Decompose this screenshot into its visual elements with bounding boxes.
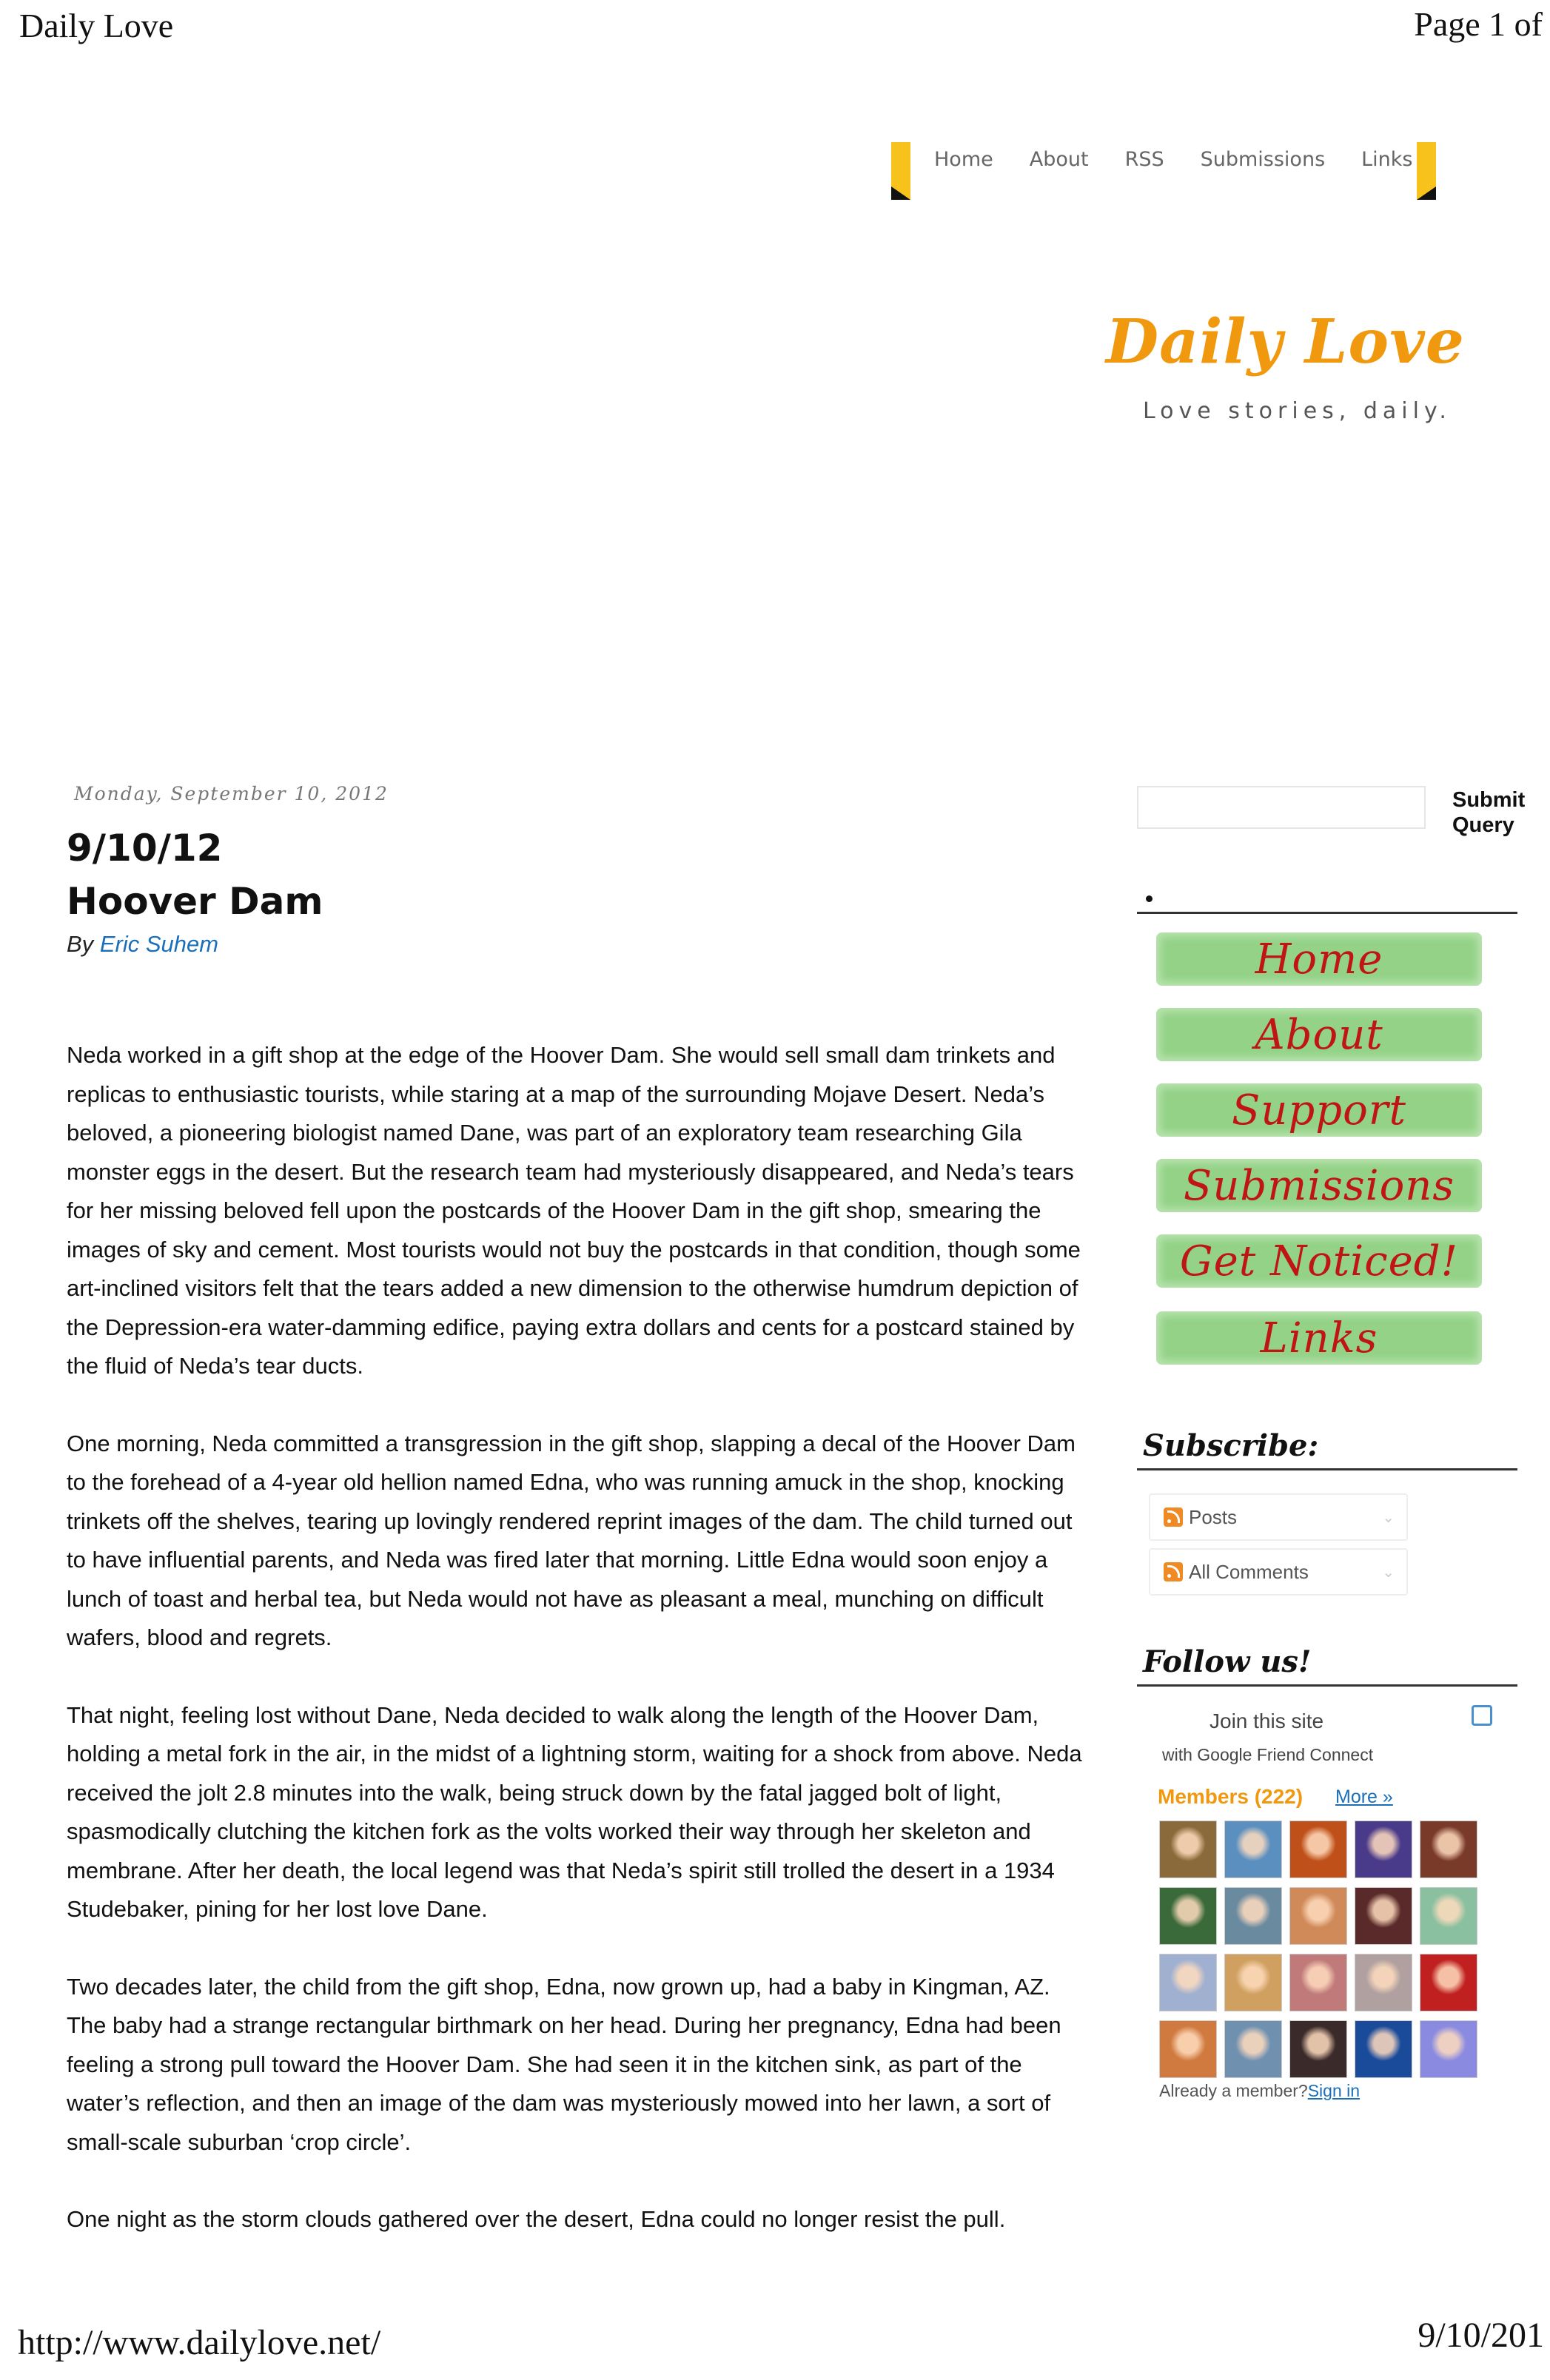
post-body [67,1036,1088,2278]
print-header-page: Page 1 of [1414,5,1543,43]
search-input[interactable] [1137,786,1426,829]
member-avatar[interactable] [1224,1821,1282,1878]
member-avatars [1159,1821,1476,2077]
member-avatar[interactable] [1159,1821,1217,1878]
feed-label: All Comments [1189,1560,1309,1583]
site-title[interactable]: Daily Love [1106,306,1465,377]
nav-about[interactable]: About [1029,148,1089,171]
member-avatar[interactable] [1289,1954,1347,2011]
member-avatar[interactable] [1224,2020,1282,2078]
post-paragraph: Neda worked in a gift shop at the edge of the Hoover Dam. She would sell small dam trinkets and replicas to enthusiastic tourists, while staring at a map of the surrounding Mojave Desert. Neda’s beloved, a pioneering biologist named Dane, was part of an exploratory team researching Gila monster eggs in the desert. But the research team had mysteriously disappeared, and Neda’s tears for her missing beloved fell upon the postcards of the Hoover Dam in the gift shop, smearing the images of sky and cement. Most tourists would not buy the postcards in that condition, though some art-inclined visitors felt that the tears added a new dimension to the otherwise humdrum depiction of the Depression-era water-damming edifice, paying extra dollars and cents for a postcard stained by the fluid of Neda’s tear ducts. [67,1042,1081,1379]
sidebar-menu-get-noticed[interactable]: Get Noticed! [1156,1234,1482,1288]
subscribe-heading: Subscribe: [1143,1428,1319,1463]
member-avatar[interactable] [1420,2020,1477,2078]
rss-feed-icon [1164,1562,1183,1581]
follow-divider [1137,1684,1517,1687]
nav-submissions[interactable]: Submissions [1200,148,1326,171]
members-count: Members (222) [1158,1785,1304,1808]
print-footer-date: 9/10/201 [1418,2316,1544,2355]
join-site-text: Join this site [1210,1710,1324,1732]
author-link[interactable]: Eric Suhem [99,931,219,957]
member-avatar[interactable] [1289,2020,1347,2078]
member-avatar[interactable] [1224,1887,1282,1945]
nav-links[interactable]: Links [1361,148,1413,171]
member-avatar[interactable] [1289,1887,1347,1945]
print-header-title: Daily Love [19,7,174,44]
nav-rss[interactable]: RSS [1124,148,1164,171]
nav-home[interactable]: Home [934,148,993,171]
member-avatar[interactable] [1355,1954,1412,2011]
post-paragraph: One night as the storm clouds gathered over the desert, Edna could no longer resist the pull. [67,2206,1006,2232]
bullet-dot [1146,895,1153,902]
already-member [1159,2081,1360,2101]
feed-posts[interactable] [1149,1493,1408,1541]
sidebar-menu-support[interactable]: Support [1156,1083,1482,1137]
byline-label: By [67,931,94,957]
chevron-down-icon: ⌄ [1382,1564,1395,1581]
post-paragraph: One morning, Neda committed a transgression in the gift shop, slapping a decal of the Hoover Dam to the forehead of a 4-year old hellion named Edna, who was running amuck in the shop, knocking trinkets off the shelves, tearing up lovingly rendered reprint images of the dam. The child turned out to have influential parents, and Neda was fired later that morning. Little Edna would soon enjoy a lunch of toast and herbal tea, but Neda would not have as pleasant a meal, munching on difficult wafers, blood and regrets. [67,1430,1076,1650]
member-avatar[interactable] [1355,2020,1412,2078]
search-submit-button[interactable]: Submit Query [1452,788,1526,837]
post-title[interactable] [67,821,323,928]
member-avatar[interactable] [1420,1821,1477,1878]
members-more-link[interactable]: More » [1335,1786,1393,1807]
subscribe-divider [1137,1468,1517,1470]
member-avatar[interactable] [1355,1887,1412,1945]
post-paragraph: That night, feeling lost without Dane, Neda decided to walk along the length of the Hoover Dam, holding a metal fork in the air, in the midst of a lightning storm, waiting for a shock from above. Neda received the jolt 2.8 minutes into the walk, being struck down by the fatal jagged bolt of light, spasmodically clutching the kitchen fork as the volts worked their way through her skeleton and membrane. After her death, the local legend was that Neda’s spirit still trolled the desert in a 1934 Studebaker, pining for her lost love Dane. [67,1701,1082,1922]
member-avatar[interactable] [1159,2020,1217,2078]
post-date: Monday, September 10, 2012 [74,783,389,804]
member-avatar[interactable] [1224,1954,1282,2011]
follow-heading: Follow us! [1143,1644,1312,1679]
nav-cap-right [1417,142,1436,200]
member-avatar[interactable] [1159,1954,1217,2011]
post-title-line-1: 9/10/12 [67,827,223,870]
popout-icon[interactable] [1472,1705,1492,1726]
feed-all-comments[interactable] [1149,1548,1408,1596]
sidebar-menu-links[interactable]: Links [1156,1311,1482,1365]
sidebar-menu-home[interactable]: Home [1156,932,1482,986]
post-paragraph: Two decades later, the child from the gift shop, Edna, now grown up, had a baby in Kingman, AZ. The baby had a strange rectangular birthmark on her head. During her pregnancy, Edna had been feeling a strong pull toward the Hoover Dam. She had seen it in the kitchen sink, as part of the water’s reflection, and then an image of the dam was mysteriously mowed into her lawn, a sort of small-scale suburban ‘crop circle’. [67,1973,1061,2155]
sidebar-divider [1137,912,1517,914]
nav-cap-left [891,142,910,200]
rss-feed-icon [1164,1507,1183,1527]
top-nav [934,148,1413,171]
site-tagline: Love stories, daily. [1143,398,1452,424]
post-title-line-2: Hoover Dam [67,880,323,923]
byline [67,931,218,958]
sign-in-link[interactable]: Sign in [1307,2081,1361,2100]
chevron-down-icon: ⌄ [1382,1509,1395,1526]
member-avatar[interactable] [1420,1887,1477,1945]
member-avatar[interactable] [1289,1821,1347,1878]
member-avatar[interactable] [1355,1821,1412,1878]
already-member-text: Already a member? [1159,2081,1308,2100]
sidebar-menu-about[interactable]: About [1156,1008,1482,1061]
feed-label: Posts [1189,1505,1238,1528]
member-avatar[interactable] [1159,1887,1217,1945]
member-avatar[interactable] [1420,1954,1477,2011]
sidebar-menu-submissions[interactable]: Submissions [1156,1159,1482,1212]
print-footer-url: http://www.dailylove.net/ [18,2323,381,2362]
google-friend-connect-text: with Google Friend Connect [1162,1745,1374,1764]
